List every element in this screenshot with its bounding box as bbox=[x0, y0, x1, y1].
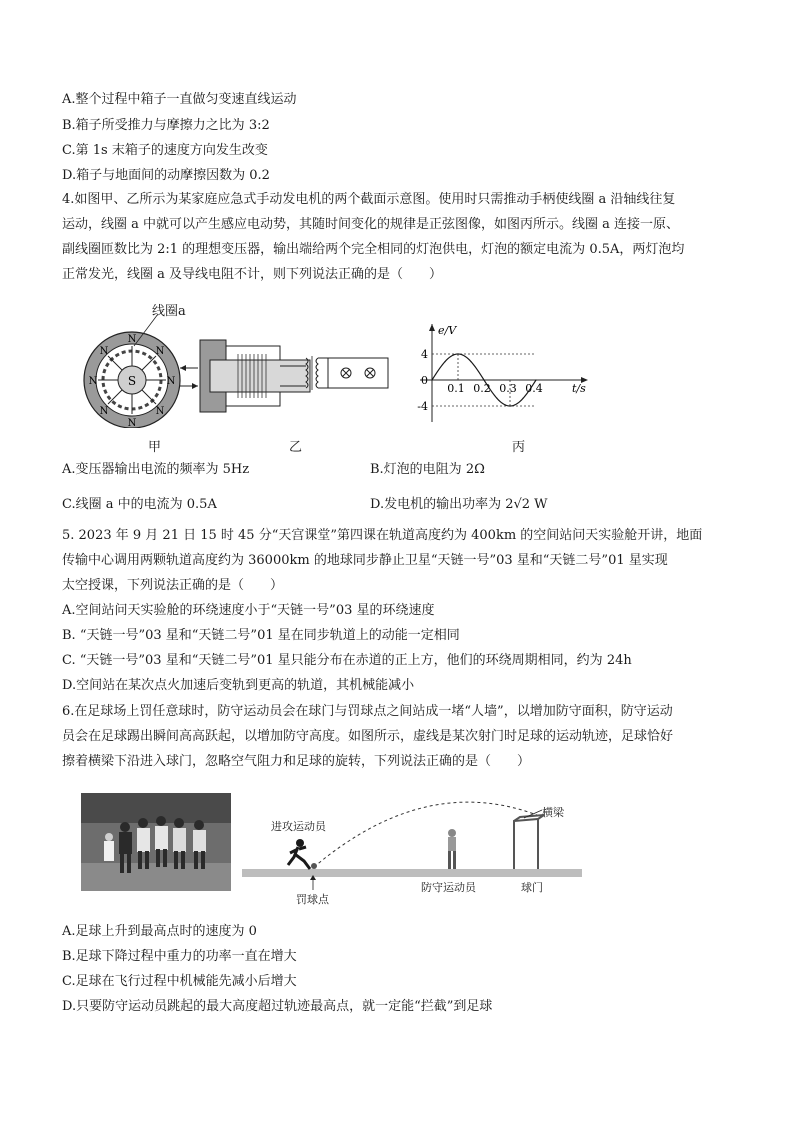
data-point bbox=[522, 398, 523, 399]
x-tick-label: 0.3 bbox=[499, 382, 517, 395]
q4-option-a: A.变压器输出电流的频率为 5Hz bbox=[62, 462, 250, 477]
goal-frame bbox=[514, 815, 544, 869]
figure-jia-caption: 甲 bbox=[148, 440, 162, 455]
q6-option-c: C.足球在飞行过程中机械能先减小后增大 bbox=[62, 974, 297, 989]
attacker-label: 进攻运动员 bbox=[271, 820, 326, 833]
figure-yi-caption: 乙 bbox=[289, 440, 303, 455]
y-axis-arrow bbox=[429, 324, 435, 331]
q4-option-d: D.发电机的输出功率为 2√2 W bbox=[370, 497, 548, 512]
data-point bbox=[457, 353, 458, 354]
x-tick-label: 0.1 bbox=[447, 382, 465, 395]
figure-yi-generator bbox=[178, 332, 390, 418]
q5-option-b: B. “天链一号”03 星和“天链二号”01 星在同步轨道上的动能一定相同 bbox=[62, 628, 460, 643]
q6-option-d: D.只要防守运动员跳起的最大高度超过轨迹最高点，就一定能“拦截”到足球 bbox=[62, 999, 493, 1014]
x-tick-label: 0.4 bbox=[525, 382, 543, 395]
q6-option-a: A.足球上升到最高点时的速度为 0 bbox=[62, 924, 257, 939]
penalty-spot-label: 罚球点 bbox=[296, 893, 329, 906]
q3-option-a: A.整个过程中箱子一直做匀变速直线运动 bbox=[62, 92, 297, 107]
y-tick-0: 0 bbox=[421, 374, 428, 387]
magnet-n-bottom: N bbox=[127, 418, 137, 428]
magnet-n-bl: N bbox=[99, 406, 109, 417]
q5-stem-line-2: 传输中心调用两颗轨道高度约为 36000km 的地球同步静止卫星“天链一号”03 星和“天链二号”01 星实现 bbox=[62, 553, 668, 568]
q4-stem-line-1: 4.如图甲、乙所示为某家庭应急式手动发电机的两个截面示意图。使用时只需推动手柄使线圈 a 沿轴线往复 bbox=[62, 192, 676, 207]
data-point bbox=[431, 379, 432, 380]
figure-bing-emf-chart bbox=[408, 322, 594, 426]
magnet-n-br: N bbox=[155, 406, 165, 417]
y-tick-label: -4 bbox=[417, 400, 428, 413]
q3-option-b: B.箱子所受推力与摩擦力之比为 3:2 bbox=[62, 118, 270, 133]
q5-option-a: A.空间站问天实验舱的环绕速度小于“天链一号”03 星的环绕速度 bbox=[62, 603, 435, 618]
q6-stem-line-2: 员会在足球踢出瞬间高高跃起，以增加防守高度。如图所示，虚线是某次射门时足球的运动轨迹，足球恰好 bbox=[62, 729, 674, 744]
magnet-n-tr: N bbox=[155, 346, 165, 357]
defender-figure bbox=[448, 829, 456, 869]
data-point bbox=[444, 361, 445, 362]
y-axis-label: e/V bbox=[438, 324, 457, 337]
y-tick-label: 4 bbox=[421, 348, 428, 361]
goal-label: 球门 bbox=[521, 881, 543, 894]
data-point bbox=[535, 379, 536, 380]
data-point bbox=[509, 405, 510, 406]
q6-stem-line-3: 擦着横梁下沿进入球门，忽略空气阻力和足球的旋转，下列说法正确的是（ ） bbox=[62, 754, 531, 769]
crossbar-leader bbox=[522, 808, 544, 820]
magnet-n-left: N bbox=[88, 376, 98, 387]
data-point bbox=[483, 379, 484, 380]
coil-a-label: 线圈a bbox=[152, 304, 186, 319]
ball bbox=[311, 863, 317, 869]
q4-stem-line-3: 副线圈匝数比为 2:1 的理想变压器，输出端给两个完全相同的灯泡供电，灯泡的额定电流为 0.5A，两灯泡均 bbox=[62, 242, 685, 257]
magnet-n-top: N bbox=[127, 334, 137, 345]
q5-stem-line-1: 5. 2023 年 9 月 21 日 15 时 45 分“天宫课堂”第四课在轨道高度约为 400km 的空间站问天实验舱开讲，地面 bbox=[62, 528, 703, 543]
q4-option-b: B.灯泡的电阻为 2Ω bbox=[370, 462, 485, 477]
q6-stem-line-1: 6.在足球场上罚任意球时，防守运动员会在球门与罚球点之间站成一堵“人墙”，以增加防守面积，防守运动 bbox=[62, 704, 673, 719]
q5-option-d: D.空间站在某次点火加速后变轨到更高的轨道，其机械能减小 bbox=[62, 678, 415, 693]
data-point bbox=[496, 398, 497, 399]
q6-option-b: B.足球下降过程中重力的功率一直在增大 bbox=[62, 949, 297, 964]
magnet-n-right: N bbox=[166, 376, 176, 387]
q3-option-c: C.第 1s 末箱子的速度方向发生改变 bbox=[62, 143, 268, 158]
coil-leader-line bbox=[128, 312, 168, 352]
free-kick-photo bbox=[81, 793, 231, 891]
magnet-s-label: S bbox=[127, 374, 137, 388]
q4-stem-line-4: 正常发光，线圈 a 及导线电阻不计，则下列说法正确的是（ ） bbox=[62, 267, 443, 282]
trajectory-dashed bbox=[314, 802, 542, 867]
ground bbox=[242, 869, 582, 877]
attacker-figure bbox=[288, 839, 310, 869]
q4-stem-line-2: 运动，线圈 a 中就可以产生感应电动势，其随时间变化的规律是正弦图像，如图丙所示。线圈 a 连接一原、 bbox=[62, 217, 680, 232]
magnet-n-tl: N bbox=[99, 346, 109, 357]
q3-option-d: D.箱子与地面间的动摩擦因数为 0.2 bbox=[62, 168, 270, 183]
data-point bbox=[470, 361, 471, 362]
crossbar-label: 横梁 bbox=[542, 806, 564, 819]
penalty-spot-arrow bbox=[307, 874, 319, 892]
q4-option-c: C.线圈 a 中的电流为 0.5A bbox=[62, 497, 217, 512]
x-tick-label: 0.2 bbox=[473, 382, 491, 395]
x-axis-label: t/s bbox=[572, 382, 586, 395]
q5-stem-line-3: 太空授课，下列说法正确的是（ ） bbox=[62, 578, 284, 593]
figure-bing-caption: 丙 bbox=[512, 440, 526, 455]
defender-label: 防守运动员 bbox=[421, 881, 476, 894]
q5-option-c: C. “天链一号”03 星和“天链二号”01 星只能分布在赤道的正上方，他们的环绕周期相同，约为 24h bbox=[62, 653, 632, 668]
